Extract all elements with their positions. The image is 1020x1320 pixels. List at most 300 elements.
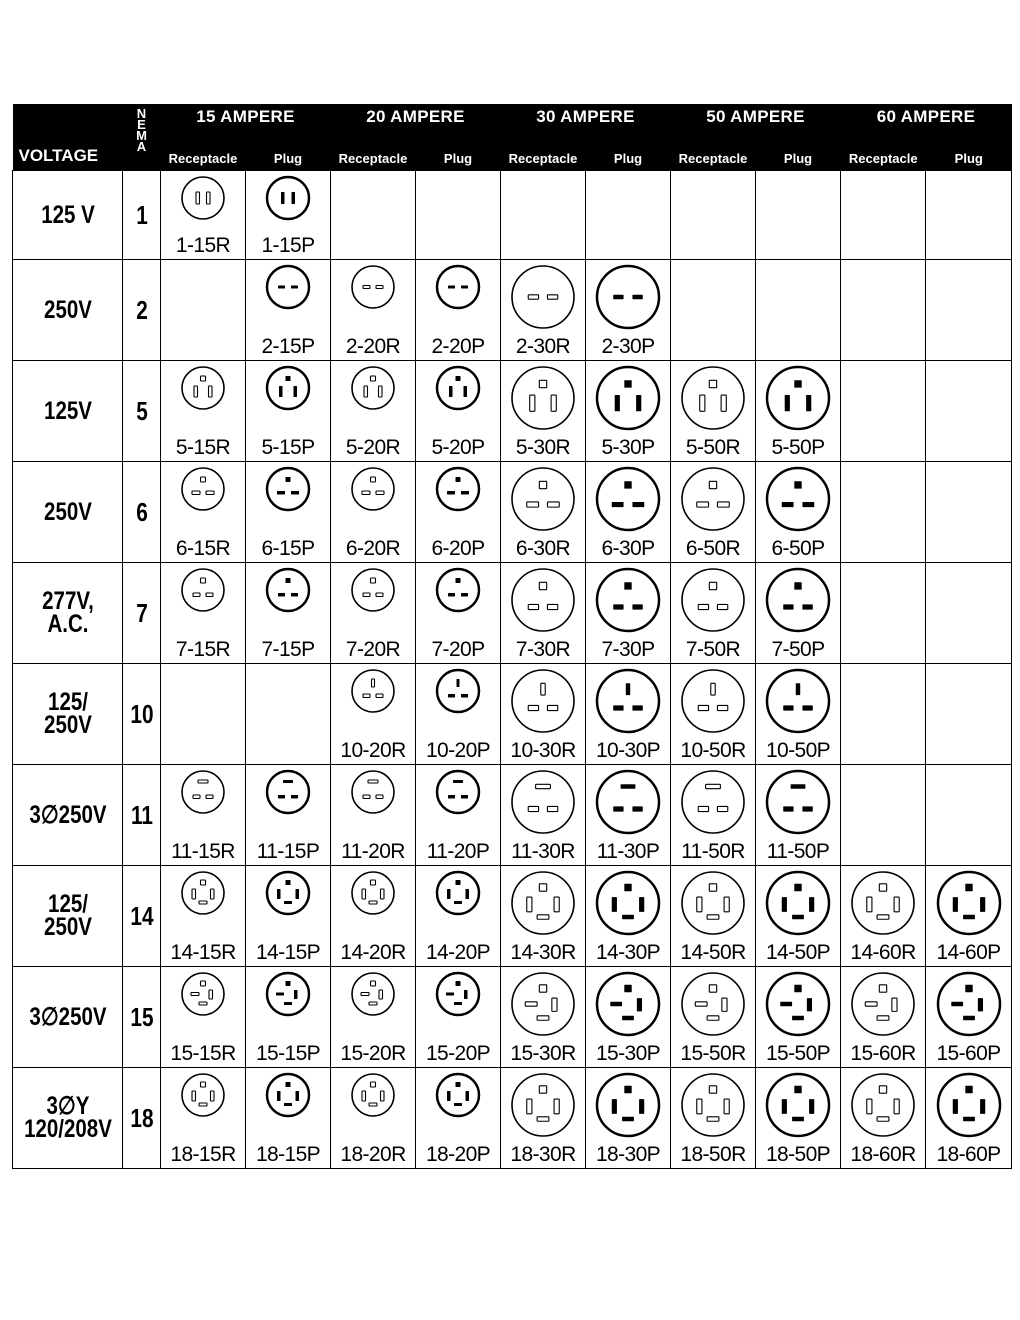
blade-slot xyxy=(782,502,794,507)
face-outline xyxy=(597,670,659,732)
face-outline xyxy=(267,569,309,611)
receptacle-face-icon xyxy=(680,668,746,734)
blade-slot xyxy=(194,386,198,397)
voltage-text: 3∅Y xyxy=(46,1092,89,1120)
plug-face-icon xyxy=(765,567,831,633)
face-outline xyxy=(852,973,914,1035)
blade-slot xyxy=(632,604,642,609)
configuration-cell xyxy=(161,563,246,664)
nema-configuration-chart xyxy=(12,104,1011,1169)
blade-slot xyxy=(447,491,455,495)
face-outline xyxy=(682,670,744,732)
blade-slot xyxy=(707,915,719,919)
plug-face-icon xyxy=(595,668,661,734)
empty-cell xyxy=(926,563,1012,664)
blade-slot xyxy=(554,897,559,912)
configuration-cell xyxy=(501,462,586,563)
configuration-label: 2-15P xyxy=(261,335,315,358)
face-outline xyxy=(512,367,574,429)
plug-face-icon xyxy=(435,668,481,714)
empty-cell xyxy=(586,171,671,260)
face-outline xyxy=(182,569,224,611)
blade-slot xyxy=(792,915,804,919)
configuration-label: 14-60R xyxy=(850,941,916,964)
configuration-cell xyxy=(756,361,841,462)
blade-slot xyxy=(610,1002,622,1006)
face-outline xyxy=(182,367,224,409)
nema-letter: N xyxy=(136,106,147,121)
blade-slot xyxy=(207,192,211,204)
configuration-label: 15-20R xyxy=(340,1042,406,1065)
face-outline xyxy=(682,973,744,1035)
configuration-label: 14-15R xyxy=(170,941,236,964)
nema-number: 10 xyxy=(126,664,156,765)
configuration-label: 14-60P xyxy=(936,941,1001,964)
configuration-cell xyxy=(161,765,246,866)
configuration-cell xyxy=(671,967,756,1068)
blade-slot xyxy=(547,806,557,811)
configuration-cell xyxy=(416,361,501,462)
configuration-label: 5-15P xyxy=(261,436,315,459)
configuration-label: 11-20R xyxy=(341,840,405,863)
receptacle-face-icon xyxy=(180,466,226,512)
face-outline xyxy=(352,771,394,813)
receptacle-face-icon xyxy=(350,668,396,714)
configuration-label: 15-15P xyxy=(255,1042,321,1065)
blade-slot xyxy=(717,502,729,507)
face-outline xyxy=(267,771,309,813)
receptacle-subheader: Receptacle xyxy=(338,151,408,166)
blade-slot xyxy=(291,286,298,289)
configuration-label: 11-30R xyxy=(511,840,575,863)
configuration-cell xyxy=(586,462,671,563)
ground-pin xyxy=(286,477,291,482)
blade-slot xyxy=(632,705,642,710)
face-outline xyxy=(852,872,914,934)
empty-cell xyxy=(501,171,586,260)
configuration-cell xyxy=(756,967,841,1068)
receptacle-face-icon xyxy=(680,971,746,1037)
configuration-label: 7-50R xyxy=(685,638,741,661)
blade-slot xyxy=(376,694,383,698)
ground-pin xyxy=(201,1082,206,1087)
configuration-cell xyxy=(926,967,1012,1068)
face-outline xyxy=(682,771,744,833)
table-row xyxy=(13,664,1012,765)
receptacle-subheader: Receptacle xyxy=(508,151,578,166)
ground-pin xyxy=(286,578,291,583)
face-outline xyxy=(352,367,394,409)
face-outline xyxy=(352,468,394,510)
blade-slot xyxy=(626,683,630,695)
configuration-label: 10-20P xyxy=(425,739,491,762)
ground-pin xyxy=(201,578,206,583)
face-outline xyxy=(267,468,309,510)
configuration-label: 14-50P xyxy=(765,941,831,964)
plug-face-icon xyxy=(595,769,661,835)
face-outline xyxy=(682,569,744,631)
configuration-label: 7-20R xyxy=(345,638,401,661)
ground-pin xyxy=(371,880,376,885)
blade-slot xyxy=(552,998,557,1011)
configuration-cell xyxy=(331,462,416,563)
configuration-cell xyxy=(586,361,671,462)
configuration-cell xyxy=(246,1068,331,1169)
blade-slot xyxy=(376,286,383,289)
plug-face-icon xyxy=(435,769,481,815)
blade-slot xyxy=(448,593,455,597)
configuration-cell xyxy=(246,967,331,1068)
configuration-cell xyxy=(841,1068,926,1169)
receptacle-face-icon xyxy=(180,1072,226,1118)
configuration-cell xyxy=(671,462,756,563)
ground-pin xyxy=(965,884,972,891)
plug-face-icon xyxy=(765,870,831,936)
face-outline xyxy=(437,1074,479,1116)
receptacle-face-icon xyxy=(350,466,396,512)
blade-slot xyxy=(809,1099,814,1114)
plug-face-icon xyxy=(265,971,311,1017)
nema-header xyxy=(123,104,161,171)
empty-cell xyxy=(756,171,841,260)
configuration-cell xyxy=(416,563,501,664)
blade-slot xyxy=(615,395,620,411)
receptacle-face-icon xyxy=(680,567,746,633)
receptacle-subheader: Receptacle xyxy=(678,151,748,166)
voltage-cell xyxy=(22,664,112,765)
blade-slot xyxy=(364,386,368,397)
blade-slot xyxy=(530,395,535,411)
blade-slot xyxy=(613,604,623,609)
blade-slot xyxy=(361,993,369,996)
receptacle-face-icon xyxy=(850,870,916,936)
voltage-cell xyxy=(22,260,112,361)
configuration-cell xyxy=(416,967,501,1068)
blade-slot xyxy=(291,491,299,495)
configuration-label: 10-30R xyxy=(510,739,576,762)
configuration-label: 14-20R xyxy=(340,941,406,964)
empty-cell xyxy=(841,765,926,866)
face-outline xyxy=(597,468,659,530)
table-row xyxy=(13,462,1012,563)
face-outline xyxy=(267,973,309,1015)
blade-slot xyxy=(695,1002,707,1006)
receptacle-face-icon xyxy=(510,365,576,431)
configuration-cell xyxy=(586,967,671,1068)
plug-subheader: Plug xyxy=(273,151,303,166)
configuration-label: 15-50P xyxy=(765,1042,831,1065)
blade-slot xyxy=(613,295,623,299)
blade-slot xyxy=(193,593,200,597)
configuration-cell xyxy=(161,866,246,967)
configuration-label: 18-20P xyxy=(425,1143,491,1166)
ground-pin xyxy=(709,1086,716,1093)
receptacle-face-icon xyxy=(180,971,226,1017)
configuration-label: 18-30R xyxy=(510,1143,576,1166)
blade-slot xyxy=(785,395,790,411)
blade-slot xyxy=(612,897,617,912)
blade-slot xyxy=(206,795,213,799)
empty-cell xyxy=(841,462,926,563)
configuration-cell xyxy=(331,361,416,462)
face-outline xyxy=(938,973,1000,1035)
face-outline xyxy=(597,1074,659,1136)
configuration-label: 7-50P xyxy=(771,638,825,661)
blade-slot xyxy=(547,502,559,507)
ground-pin xyxy=(709,481,716,488)
blade-slot xyxy=(369,901,377,904)
blade-slot xyxy=(865,1002,877,1006)
face-outline xyxy=(597,973,659,1035)
receptacle-face-icon xyxy=(350,971,396,1017)
blade-slot xyxy=(952,897,957,912)
blade-slot xyxy=(379,990,383,999)
ground-pin xyxy=(794,985,801,992)
plug-face-icon xyxy=(435,971,481,1017)
blade-slot xyxy=(453,780,463,783)
configuration-cell xyxy=(246,866,331,967)
plug-face-icon xyxy=(435,1072,481,1118)
blade-slot xyxy=(461,694,468,698)
blade-slot xyxy=(369,1002,377,1005)
configuration-label: 6-20P xyxy=(431,537,485,560)
plug-face-icon xyxy=(595,870,661,936)
table-row xyxy=(13,563,1012,664)
configuration-cell xyxy=(416,462,501,563)
blade-slot xyxy=(877,1016,889,1020)
plug-face-icon xyxy=(435,870,481,916)
blade-slot xyxy=(867,897,872,912)
table-body xyxy=(13,171,1012,1169)
amperage-label: 50 AMPERE xyxy=(706,107,805,126)
empty-cell xyxy=(161,260,246,361)
face-outline xyxy=(267,872,309,914)
blade-slot xyxy=(639,1099,644,1114)
plug-face-icon xyxy=(595,466,661,532)
receptacle-face-icon xyxy=(350,365,396,411)
empty-cell xyxy=(926,664,1012,765)
configuration-cell xyxy=(331,1068,416,1169)
blade-slot xyxy=(613,806,623,811)
receptacle-face-icon xyxy=(510,567,576,633)
configuration-label: 14-15P xyxy=(255,941,321,964)
blade-slot xyxy=(199,1103,207,1106)
voltage-text: 250V xyxy=(43,497,92,526)
configuration-label: 14-20P xyxy=(425,941,491,964)
blade-slot xyxy=(547,604,557,609)
blade-slot xyxy=(621,784,636,788)
configuration-label: 5-50R xyxy=(685,436,741,459)
voltage-text: 125V xyxy=(43,396,92,425)
face-outline xyxy=(267,266,309,308)
face-outline xyxy=(938,1074,1000,1136)
blade-slot xyxy=(292,192,296,204)
blade-slot xyxy=(721,395,726,411)
configuration-label: 15-60P xyxy=(936,1042,1001,1065)
configuration-cell xyxy=(756,866,841,967)
blade-slot xyxy=(867,1099,872,1114)
blade-slot xyxy=(547,295,557,299)
configuration-label: 7-15P xyxy=(261,638,315,661)
ground-pin xyxy=(201,880,206,885)
table-row xyxy=(13,171,1012,260)
ground-pin xyxy=(539,380,546,387)
nema-number: 2 xyxy=(126,260,156,361)
blade-slot xyxy=(196,192,200,204)
blade-slot xyxy=(639,897,644,912)
configuration-cell xyxy=(246,171,331,260)
table-row xyxy=(13,765,1012,866)
blade-slot xyxy=(192,889,196,899)
configuration-cell xyxy=(161,1068,246,1169)
nema-letter: M xyxy=(136,128,147,143)
blade-slot xyxy=(632,295,642,299)
blade-slot xyxy=(376,491,384,495)
face-outline xyxy=(597,266,659,328)
face-outline xyxy=(767,1074,829,1136)
face-outline xyxy=(437,468,479,510)
empty-cell xyxy=(841,361,926,462)
configuration-label: 18-15P xyxy=(255,1143,321,1166)
plug-subheader: Plug xyxy=(783,151,813,166)
blade-slot xyxy=(877,915,889,919)
configuration-cell xyxy=(246,765,331,866)
amperage-label: 30 AMPERE xyxy=(536,107,635,126)
configuration-cell xyxy=(416,1068,501,1169)
configuration-label: 1-15P xyxy=(261,234,315,257)
blade-slot xyxy=(278,593,285,597)
receptacle-face-icon xyxy=(510,1072,576,1138)
amperage-header-50 xyxy=(671,104,841,171)
nema-number: 1 xyxy=(126,171,156,260)
blade-slot xyxy=(206,593,213,597)
configuration-cell xyxy=(756,563,841,664)
ground-pin xyxy=(624,985,631,992)
ground-pin xyxy=(965,1086,972,1093)
blade-slot xyxy=(807,998,812,1011)
empty-cell xyxy=(926,765,1012,866)
receptacle-face-icon xyxy=(350,567,396,613)
configuration-label: 6-20R xyxy=(345,537,401,560)
configuration-cell xyxy=(586,563,671,664)
nema-number: 14 xyxy=(126,866,156,967)
configuration-label: 18-20R xyxy=(340,1143,406,1166)
configuration-label: 18-30P xyxy=(595,1143,661,1166)
receptacle-face-icon xyxy=(510,264,576,330)
blade-slot xyxy=(612,502,624,507)
blade-slot xyxy=(446,993,454,996)
blade-slot xyxy=(528,705,538,710)
plug-face-icon xyxy=(595,1072,661,1138)
blade-slot xyxy=(368,780,378,783)
ground-pin xyxy=(539,582,546,589)
ground-pin xyxy=(794,582,801,589)
face-outline xyxy=(267,177,309,219)
ground-pin xyxy=(794,481,801,488)
blade-slot xyxy=(363,795,370,799)
table-row xyxy=(13,866,1012,967)
blade-slot xyxy=(291,795,298,799)
configuration-label: 7-15R xyxy=(175,638,231,661)
configuration-cell xyxy=(416,866,501,967)
blade-slot xyxy=(209,990,213,999)
amperage-label: 20 AMPERE xyxy=(366,107,465,126)
face-outline xyxy=(512,468,574,530)
configuration-cell xyxy=(501,967,586,1068)
plug-face-icon xyxy=(265,466,311,512)
configuration-cell xyxy=(756,1068,841,1169)
plug-face-icon xyxy=(435,264,481,310)
receptacle-face-icon xyxy=(350,870,396,916)
blade-slot xyxy=(802,604,812,609)
receptacle-face-icon xyxy=(680,466,746,532)
blade-slot xyxy=(537,915,549,919)
ground-pin xyxy=(456,880,461,885)
empty-cell xyxy=(841,260,926,361)
blade-slot xyxy=(700,395,705,411)
voltage-text: 250V xyxy=(43,913,92,941)
face-outline xyxy=(352,872,394,914)
empty-cell xyxy=(841,563,926,664)
configuration-label: 10-30P xyxy=(595,739,661,762)
configuration-label: 18-50P xyxy=(765,1143,831,1166)
ground-pin xyxy=(456,981,461,986)
configuration-cell xyxy=(926,866,1012,967)
nema-number: 5 xyxy=(126,361,156,462)
configuration-cell xyxy=(501,361,586,462)
table-row xyxy=(13,967,1012,1068)
receptacle-face-icon xyxy=(180,175,226,221)
blade-slot xyxy=(464,990,468,999)
face-outline xyxy=(352,569,394,611)
blade-slot xyxy=(448,694,455,698)
blade-slot xyxy=(792,1117,804,1121)
blade-slot xyxy=(698,806,708,811)
table-row xyxy=(13,361,1012,462)
ground-pin xyxy=(624,884,631,891)
blade-slot xyxy=(554,1099,559,1114)
ground-pin xyxy=(624,1086,631,1093)
configuration-cell xyxy=(671,563,756,664)
face-outline xyxy=(437,266,479,308)
configuration-cell xyxy=(246,462,331,563)
plug-face-icon xyxy=(936,1072,1002,1138)
blade-slot xyxy=(792,1016,804,1020)
ground-pin xyxy=(539,884,546,891)
empty-cell xyxy=(416,171,501,260)
receptacle-face-icon xyxy=(510,466,576,532)
blade-slot xyxy=(527,897,532,912)
ground-pin xyxy=(456,578,461,583)
face-outline xyxy=(852,1074,914,1136)
blade-slot xyxy=(622,1117,634,1121)
configuration-label: 11-15P xyxy=(256,840,320,863)
configuration-cell xyxy=(501,664,586,765)
receptacle-face-icon xyxy=(180,365,226,411)
configuration-cell xyxy=(416,260,501,361)
blade-slot xyxy=(707,1117,719,1121)
receptacle-subheader: Receptacle xyxy=(848,151,918,166)
ground-pin xyxy=(539,1086,546,1093)
configuration-label: 2-30P xyxy=(601,335,655,358)
configuration-label: 15-20P xyxy=(425,1042,491,1065)
ground-pin xyxy=(201,376,206,381)
nema-number: 7 xyxy=(126,563,156,664)
receptacle-face-icon xyxy=(850,971,916,1037)
blade-slot xyxy=(547,705,557,710)
blade-slot xyxy=(193,795,200,799)
ground-pin xyxy=(709,884,716,891)
